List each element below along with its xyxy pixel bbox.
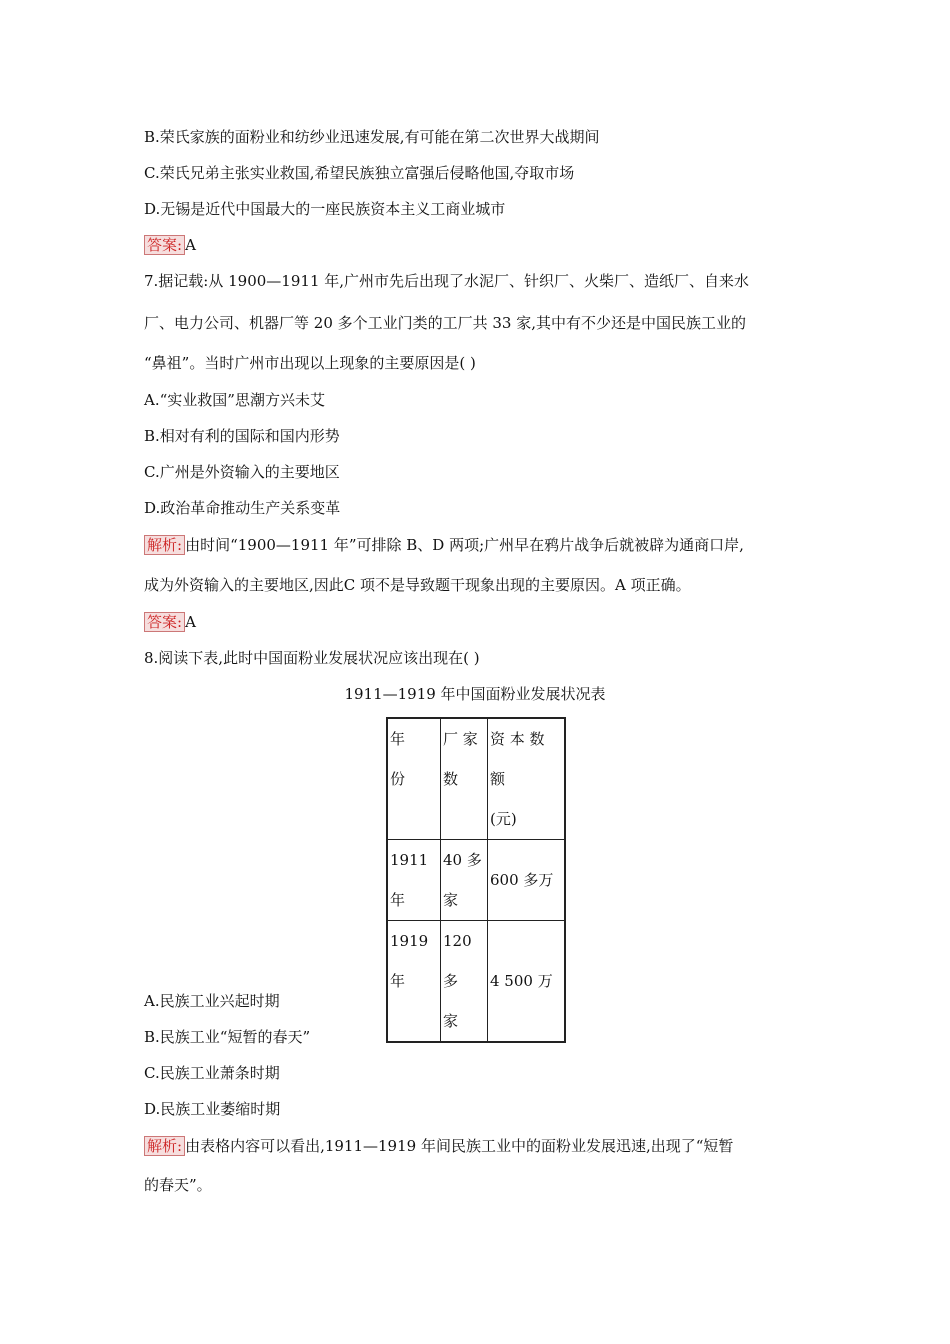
q7-stem-line3: “鼻祖”。当时广州市出现以上现象的主要原因是( )	[144, 354, 476, 372]
cell-factories: 120 多 家	[441, 921, 488, 1043]
cell-year: 1919 年	[387, 921, 441, 1043]
q8-stem: 8.阅读下表,此时中国面粉业发展状况应该出现在( )	[144, 649, 480, 667]
cell-factories: 40 多 家	[441, 840, 488, 921]
header-capital: 资 本 数 额 (元)	[488, 718, 566, 840]
analysis-tag: 解析:	[144, 1136, 185, 1156]
q7-option-b: B.相对有利的国际和国内形势	[144, 427, 340, 445]
q6-option-b: B.荣氏家族的面粉业和纺纱业迅速发展,有可能在第二次世界大战期间	[144, 128, 600, 146]
cell-capital: 4 500 万	[488, 921, 566, 1043]
q6-option-c: C.荣氏兄弟主张实业救国,希望民族独立富强后侵略他国,夺取市场	[144, 164, 575, 182]
q7-stem-line2: 厂、电力公司、机器厂等 20 多个工业门类的工厂共 33 家,其中有不少还是中国民族工业的	[144, 314, 747, 332]
header-factories: 厂 家 数	[441, 718, 488, 840]
answer-tag: 答案:	[144, 235, 185, 255]
q8-option-b: B.民族工业“短暂的春天”	[144, 1028, 311, 1046]
answer-value: A	[185, 613, 196, 631]
table-row	[387, 921, 565, 1043]
q7-analysis-line2: 成为外资输入的主要地区,因此C 项不是导致题干现象出现的主要原因。A 项正确。	[144, 576, 691, 594]
q7-option-a: A.“实业救国”思潮方兴未艾	[144, 391, 325, 409]
answer-tag: 答案:	[144, 612, 185, 632]
q8-analysis-line1	[144, 1136, 733, 1156]
q8-analysis-line2: 的春天”。	[144, 1176, 212, 1194]
analysis-tag: 解析:	[144, 535, 185, 555]
q6-option-d: D.无锡是近代中国最大的一座民族资本主义工商业城市	[144, 200, 506, 218]
q7-answer	[144, 612, 196, 632]
q8-option-a: A.民族工业兴起时期	[144, 992, 280, 1010]
q7-option-d: D.政治革命推动生产关系变革	[144, 499, 341, 517]
q8-option-d: D.民族工业萎缩时期	[144, 1100, 281, 1118]
analysis-text: 由表格内容可以看出,1911—1919 年间民族工业中的面粉业发展迅速,出现了“短暂	[185, 1137, 734, 1155]
cell-year: 1911 年	[387, 840, 441, 921]
header-year: 年 份	[387, 718, 441, 840]
table-row	[387, 840, 565, 921]
q6-answer	[144, 235, 196, 255]
table-header-row	[387, 718, 565, 840]
analysis-text: 由时间“1900—1911 年”可排除 B、D 两项;广州早在鸦片战争后就被辟为通商口岸,	[185, 536, 744, 554]
flour-industry-table	[386, 717, 566, 1043]
cell-capital: 600 多万	[488, 840, 566, 921]
q8-option-c: C.民族工业萧条时期	[144, 1064, 280, 1082]
table-title: 1911—1919 年中国面粉业发展状况表	[344, 685, 606, 703]
q7-analysis-line1	[144, 535, 744, 555]
q7-stem-line1: 7.据记载:从 1900—1911 年,广州市先后出现了水泥厂、针织厂、火柴厂、造纸厂、自来水	[144, 272, 750, 290]
answer-value: A	[185, 236, 196, 254]
q7-option-c: C.广州是外资输入的主要地区	[144, 463, 340, 481]
